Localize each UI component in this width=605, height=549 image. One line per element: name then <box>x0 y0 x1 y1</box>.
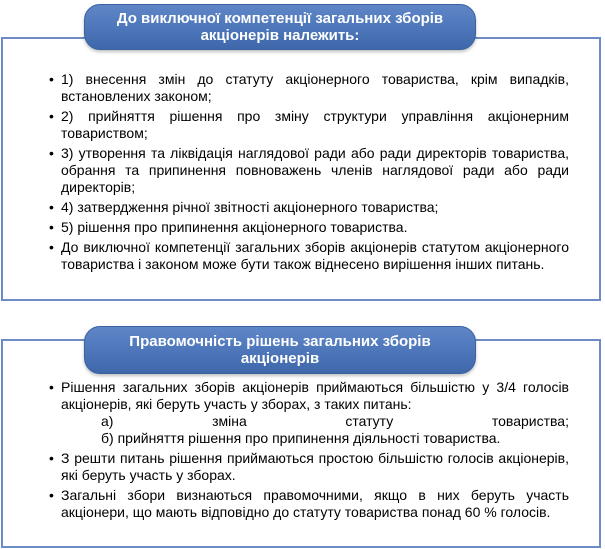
list-item: • 1) внесення змін до статуту акціонерного товариства, крім випадків, встановлених законом; <box>3 71 599 105</box>
sub-item-a <box>61 413 569 430</box>
validity-title: Правомочність рішень загальних зборів акціонерів <box>129 333 431 367</box>
list-item: • З решти питань рішення приймаються простою більшістю голосів акціонерів, які беруть участь у зборах. <box>3 450 599 484</box>
majority-rule-text: Рішення загальних зборів акціонерів приймаються більшістю у 3/4 голосів акціонерів, які беруть участь у зборах, з таких питань: <box>61 379 569 412</box>
sub-item-a-word2: статуту <box>345 413 394 429</box>
list-item: • 2) прийняття рішення про зміну структури управління акціонерним товариством; <box>3 108 599 142</box>
validity-list <box>3 379 599 524</box>
sub-item-a-word1: зміна <box>212 413 247 429</box>
competence-list <box>3 71 599 276</box>
sub-item-b: б) прийняття рішення про припинення діяльності товариства. <box>101 430 501 446</box>
list-item: • 5) рішення про припинення акціонерного товариства. <box>3 219 599 236</box>
sub-item-a-marker: а) <box>101 413 114 429</box>
validity-header <box>84 326 476 374</box>
list-item: • 3) утворення та ліквідація наглядової ради або ради директорів товариства, обрання та припинення повноважень членів наглядової ради або ради директорів; <box>3 145 599 196</box>
list-item: • 4) затвердження річної звітності акціонерного товариства; <box>3 199 599 216</box>
competence-header <box>84 4 476 50</box>
sub-item-a-word3: товариства; <box>491 413 569 429</box>
competence-title: До виключної компетенції загальних зборів акціонерів належить: <box>116 10 444 44</box>
competence-panel <box>1 37 601 301</box>
list-item: • До виключної компетенції загальних зборів акціонерів статутом акціонерного товариства і законом може бути також віднесено вирішення інших питань. <box>3 239 599 273</box>
list-item <box>3 379 599 447</box>
list-item: • Загальні збори визнаються правомочними, якщо в них беруть участь акціонери, що мають відповідно до статуту товариства понад 60 % голосів. <box>3 487 599 521</box>
